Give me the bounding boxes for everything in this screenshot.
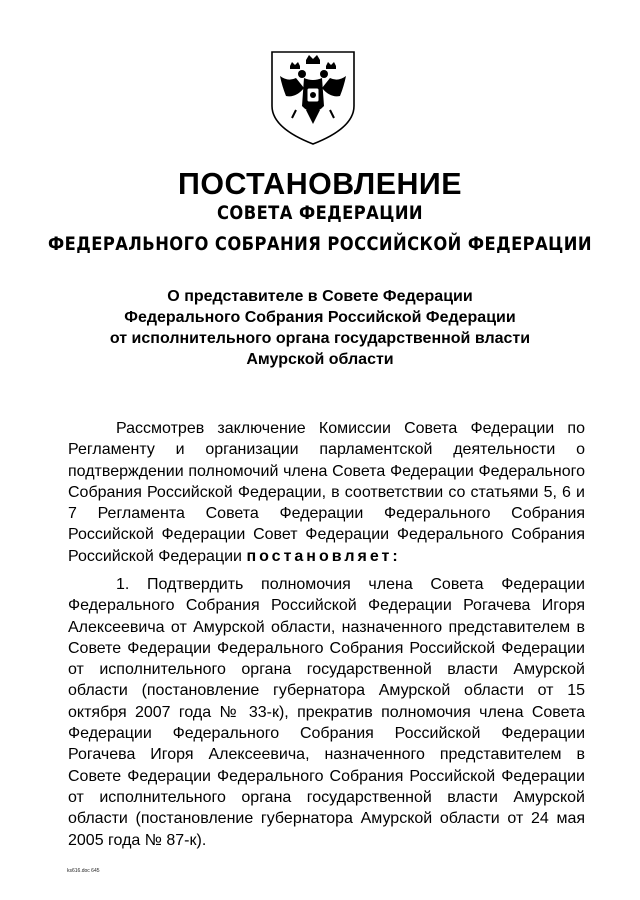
document-subject (0, 286, 640, 370)
subject-line: Федерального Собрания Российской Федерации (124, 309, 516, 326)
subject-line: Амурской области (246, 351, 394, 368)
preamble-paragraph (68, 418, 585, 567)
decree-word: постановляет: (246, 547, 401, 565)
issuer-line-2: ФЕДЕРАЛЬНОГО СОБРАНИЯ РОССИЙСКОЙ ФЕДЕРАЦИИ (48, 233, 592, 255)
subject-line: от исполнительного органа государственной власти (109, 330, 531, 347)
item-1-paragraph: 1. Подтвердить полномочия члена Совета Федерации Федерального Собрания Российской Федерации Рогачева Игоря Алексеевича от Амурской области, назначенного представителем в Совете Федерации Федерального Собрания Российской Федерации от исполнительного органа государственной власти Амурской области (постановление губернатора Амурской области от 15 октября 2007 года № 33-к), прекратив полномочия члена Совета Федерации Федерального Собрания Российской Федерации Рогачева Игоря Алексеевича, назначенного представителем в Совете Федерации Федерального Собрания Российской Федерации от исполнительного органа государственной власти Амурской области (постановление губернатора Амурской области от 24 мая 2005 года № 87-к). (68, 576, 585, 849)
document-type-title: ПОСТАНОВЛЕНИЕ (178, 166, 462, 201)
file-reference: ks616.doc 645 (67, 868, 100, 874)
issuer-line-1: СОВЕТА ФЕДЕРАЦИИ (216, 202, 424, 224)
coat-of-arms-icon (266, 48, 360, 148)
subject-line: О представителе в Совете Федерации (167, 288, 473, 305)
preamble-text: Рассмотрев заключение Комиссии Совета Федерации по Регламенту и организации парламентской деятельности о подтверждении полномочий члена Совета Федерации Федерального Собрания Российской Федерации, в соответствии со статьями 5, 6 и 7 Регламента Совета Федерации Федерального Собрания Российской Федерации Совет Федерации Федерального Собрания Российской Федерации (68, 420, 585, 565)
